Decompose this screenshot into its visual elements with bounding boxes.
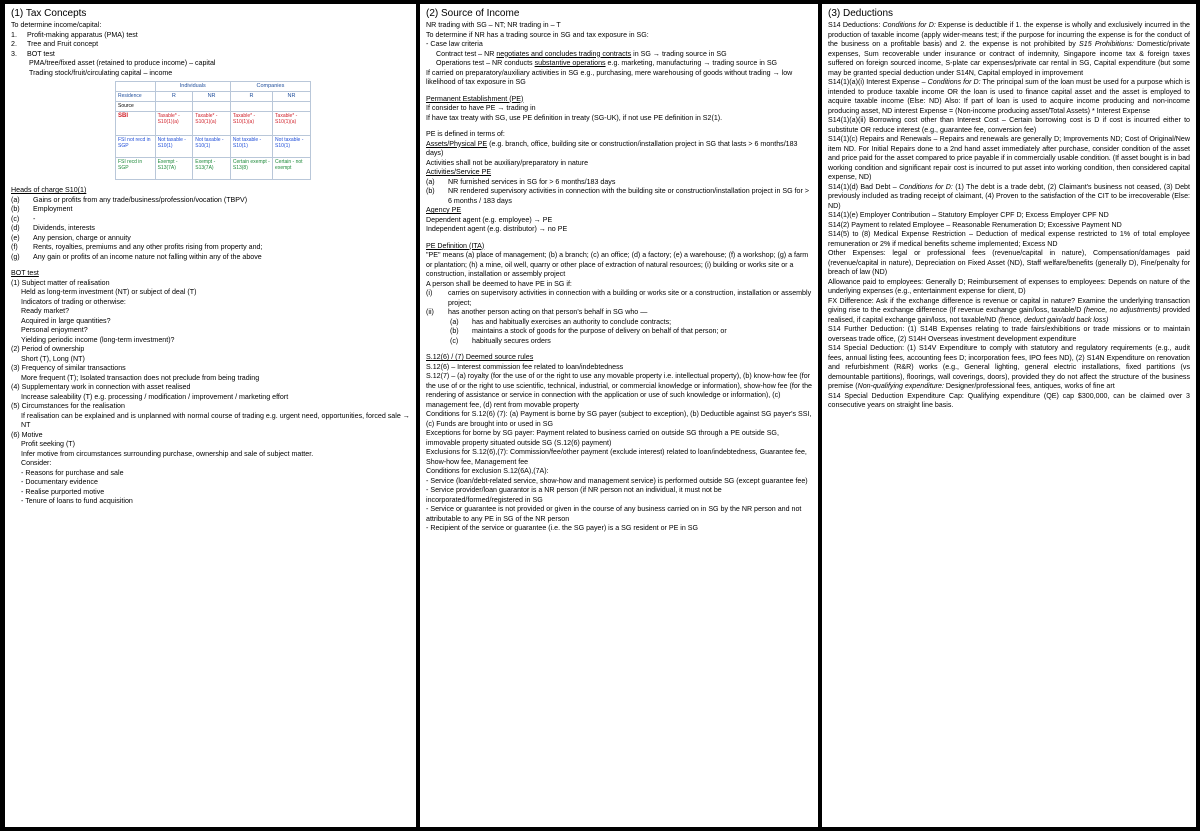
bot-item: (4) Supplementary work in connection with asset realised bbox=[11, 383, 191, 391]
paragraph: S.12(6) – Interest commission fee related to loan/indebtedness bbox=[426, 362, 624, 371]
bot-sub: Held as long-term investment (NT) or subject of deal (T) bbox=[21, 288, 197, 296]
list-item: 1. Profit-making apparatus (PMA) test bbox=[11, 30, 138, 39]
paragraph: PE is defined in terms of: bbox=[426, 130, 505, 138]
sub-text: PMA/tree/fixed asset (retained to produce income) – capital bbox=[29, 59, 216, 67]
paragraph: Operations test – NR conducts substantive operations e.g. marketing, manufacturing → trading source in SG bbox=[436, 59, 778, 67]
paragraph: If have tax treaty with SG, use PE definition in treaty (SG-UK), if not use PE definition in S2(1). bbox=[426, 113, 723, 122]
paragraph: S14(1)(e) Employer Contribution – Statutory Employer CPF D; Excess Employer CPF ND bbox=[828, 211, 1109, 219]
paragraph: - Case law criteria bbox=[426, 40, 483, 48]
bot-test-title: BOT test bbox=[11, 269, 39, 277]
table-cell: Exempt - S13(7A) bbox=[155, 158, 193, 180]
paragraph: Allowance paid to employees: Generally D; Reimbursement of expenses to employees: Depends on nature of the underlying expenses (e.g., entertainment expense for client, D) bbox=[828, 277, 1190, 295]
table-cell: Taxable* - S10(1)(a) bbox=[193, 112, 231, 136]
table-cell: Not taxable - S10(1) bbox=[273, 136, 311, 158]
paragraph: "PE" means (a) place of management; (b) a branch; (c) an office; (d) a factory; (e) a warehouse; (f) a workshop; (g) a farm or plantation; (h) a mine, oil well, quarry or other place of extraction of natural resources; (i) building or works site or a construction, installation or assembly project bbox=[426, 251, 809, 278]
paragraph: Exclusions for S.12(6),(7): Commission/fee/other payment (exclude interest) related to loan/indebtedness, Guarantee fee, Show-how fee, Management fee bbox=[426, 448, 807, 466]
paragraph: S14(1)(a)(ii) Borrowing cost other than Interest Cost – Certain borrowing cost is D if cost is incurred either to substitute OR reduce interest (e.g., guarantee fee, conversion fee) bbox=[828, 116, 1190, 134]
bot-sub: - Realise purported motive bbox=[21, 487, 105, 496]
bot-item: (1) Subject matter of realisation bbox=[11, 278, 110, 287]
list-item: (i) carries on supervisory activities in connection with a building or works site or a construction, installation or assembly project; bbox=[426, 289, 812, 307]
table-cell: Taxable* - S10(1)(a) bbox=[273, 112, 311, 136]
paragraph: S14 Special Deduction: (1) S14V Expenditure to comply with statutory and regulatory requirements (e.g., audit fees, annual listing fees, accounting fees D; incorporation fees, IPO fees ND), (2) S14N Expenditure on renovation and refurbishment (R&R) works (e.g., General lighting, general electric installations, fixed partitions (vs demountable partitions), floorings, wall coverings, doors), provided they do not affect the structure of the business premise (Non-qualifying expenditure: Designer/professional fees, antiques, works of fine art bbox=[828, 344, 1190, 390]
bot-sub: Short (T), Long (NT) bbox=[21, 354, 85, 363]
bot-sub: - Tenure of loans to fund acquisition bbox=[21, 497, 133, 505]
sub-text: Trading stock/fruit/circulating capital – income bbox=[29, 68, 173, 77]
section-title: (3) Deductions bbox=[828, 8, 894, 19]
residence-source-table: Individuals Companies Residence R NR R NR Source SBI Taxable* - S10(1)(a) Taxable* - S10(1)(a) Taxable* - S10(1)(a) Taxable* - S10(1)(a) FSI not recd in SGP Not taxable - S10(1) Not taxable - S10(1) Not taxable - S10(1) Not taxable - S10(1) FSI recd in SGP Exempt - S13(7A) Exempt - S13(7A) Certain exempt - S13(8) Certain - not exempt bbox=[115, 81, 311, 180]
bot-sub: More frequent (T); Isolated transaction does not preclude from being trading bbox=[21, 373, 260, 382]
table-cell: Exempt - S13(7A) bbox=[193, 158, 231, 180]
paragraph: Independent agent (e.g. distributor) → no PE bbox=[426, 225, 568, 233]
paragraph: - Service provider/loan guarantor is a NR person (if NR person not an individual, it must not be incorporated/formed/registered in SG bbox=[426, 486, 722, 504]
list-item: (ii) has another person acting on that person's behalf in SG who — bbox=[426, 308, 648, 316]
bot-sub: Yielding periodic income (long-term investment)? bbox=[21, 335, 175, 344]
table-row-label: FSI recd in SGP bbox=[116, 158, 156, 180]
deemed-source-title: S.12(6) / (7) Deemed source rules bbox=[426, 353, 534, 361]
paragraph: S14(1)(a)(i) Interest Expense – Conditions for D: The principal sum of the loan must be used for a purpose which is intended to produce taxable income OR the loan is used to finance capital asset and the asset is employed to acquire taxable income (Else: ND) Also: If part of loan is used to acquire income producing and non-income producing asset, ND interest Expense = (Non-income producing asset/Total Assets) * Interest Expense bbox=[828, 78, 1190, 115]
bot-sub: Profit seeking (T) bbox=[21, 440, 76, 448]
paragraph: S14(2) Payment to related Employee – Reasonable Renumeration D; Excessive Payment ND bbox=[828, 220, 1122, 229]
paragraph: - Recipient of the service or guarantee (i.e. the SG payer) is a SG resident or PE in SG bbox=[426, 524, 699, 532]
bot-sub: - Reasons for purchase and sale bbox=[21, 468, 124, 477]
bot-sub: Indicators of trading or otherwise: bbox=[21, 297, 126, 306]
list-item: (g) Any gain or profits of an income nature not falling within any of the above bbox=[11, 252, 262, 261]
paragraph: S14 Further Deduction: (1) S14B Expenses relating to trade fairs/exhibitions or trade missions or to maintain overseas trade office, (2) S14H Overseas investment development expenditure bbox=[828, 325, 1190, 343]
paragraph: FX Difference: Ask if the exchange difference is revenue or capital in nature? Examine the underlying transaction giving rise to the exchange difference (If revenue exchange gain/loss, taxable/D (hence, no adjustments) provided realised, if capital exchange gain/loss, not taxable/ND (hence, deduct gain/add back loss) bbox=[828, 296, 1190, 324]
column-source-of-income bbox=[420, 4, 818, 827]
bot-item: (3) Frequency of similar transactions bbox=[11, 364, 126, 372]
paragraph: Dependent agent (e.g. employee) → PE bbox=[426, 215, 553, 224]
table-cell: Taxable* - S10(1)(a) bbox=[230, 112, 272, 136]
paragraph: S14(1)(d) Bad Debt – Conditions for D: (1) The debt is a trade debt, (2) Claimant's business not ceased, (3) Debt previously included as trading receipt of claimant, (4) Proven to the satisfaction of the CIT to be irrecoverable (Else: ND) bbox=[828, 182, 1190, 210]
list-item: (a) Gains or profits from any trade/business/profession/vocation (TBPV) bbox=[11, 195, 248, 204]
table-cell: Not taxable - S10(1) bbox=[230, 136, 272, 158]
paragraph: Contract test – NR negotiates and concludes trading contracts in SG → trading source in SG bbox=[436, 49, 727, 58]
subheading: Activities/Service PE bbox=[426, 168, 492, 176]
bot-sub: If realisation can be explained and is unplanned with normal course of trading e.g. urgent need, opportunities, forced sale → NT bbox=[21, 411, 410, 429]
paragraph: NR trading with SG – NT; NR trading in – T bbox=[426, 21, 561, 29]
table-cell: Certain - not exempt bbox=[273, 158, 311, 180]
bot-sub: Consider: bbox=[21, 459, 52, 467]
paragraph: Conditions for exclusion S.12(6A),(7A): bbox=[426, 467, 549, 475]
bot-sub: Personal enjoyment? bbox=[21, 326, 88, 334]
table-header-individuals: Individuals bbox=[155, 82, 230, 92]
table-cell: Not taxable - S10(1) bbox=[193, 136, 231, 158]
list-item: (c) habitually secures orders bbox=[450, 336, 551, 345]
list-item: (b) Employment bbox=[11, 205, 73, 213]
table-header-residence: Residence bbox=[116, 92, 156, 102]
bot-sub: Increase saleability (T) e.g. processing / modification / improvement / marketing effort bbox=[21, 392, 289, 401]
pe-definition-title: PE Definition (ITA) bbox=[426, 241, 485, 250]
paragraph: S14 Deductions: Conditions for D: Expense is deductible if 1. the expense is wholly and exclusively incurred in the production of taxable income (apply wider-means test; if the purpose for incurring the expense is for the conduct of the business on a profitable basis) and 2. the expense is not prohibited by S15 Prohibitions: Domestic/private expenses, Sum recoverable under insurance or contract of indemnity, Singapore income tax & foreign taxes suffered on foreign sourced income, S-plate car expenses/private car rental in SG, Capital expenditure (but some may be granted special deduction under S14N, Capital employed in improvement bbox=[828, 21, 1190, 77]
bot-sub: Acquired in large quantities? bbox=[21, 316, 111, 325]
table-row-label: FSI not recd in SGP bbox=[116, 136, 156, 158]
column-deductions bbox=[822, 4, 1196, 827]
table-cell: Certain exempt - S13(8) bbox=[230, 158, 272, 180]
paragraph: S14(1)(c) Repairs and Renewals – Repairs and renewals are generally D; Improvements ND; Cost of Original/New item ND. For Initial Repairs done to a 2nd hand asset immediately after purchase, consider condition of the asset and price paid for the asset compared to price payable if in commercially usable condition. (If asset bought is in bad working condition and significant repair cost is incurred to put asset into working condition, then considered capital expense, ND) bbox=[828, 135, 1190, 181]
table-row-label: SBI bbox=[116, 112, 156, 136]
paragraph: Assets/Physical PE (e.g. branch, office, building site or construction/installation project in SG that lasts > 6 months/183 days) bbox=[426, 139, 798, 157]
list-item: (b) NR rendered supervisory activities in connection with the building site or construction/installation project in SG for > 6 months / 183 days bbox=[426, 187, 809, 205]
pe-title: Permanent Establishment (PE) bbox=[426, 94, 524, 103]
bot-sub: - Documentary evidence bbox=[21, 478, 98, 486]
paragraph: S.12(7) – (a) royalty (for the use of or the right to use any movable property i.e. intellectual property), (b) know-how fee (for the use of or the right to use scientific, technical, industrial, or commercial knowledge or information), show-how fee (for the rendering of assistance or service in connection with the application or use of such knowledge or information), (c) management fee, (d) rent from movable property bbox=[426, 372, 812, 409]
paragraph: To determine if NR has a trading source in SG and tax exposure in SG: bbox=[426, 30, 649, 39]
list-item: 2. Tree and Fruit concept bbox=[11, 40, 99, 48]
list-item: (d) Dividends, interests bbox=[11, 224, 95, 232]
intro-text: To determine income/capital: bbox=[11, 21, 102, 29]
paragraph: - Service or guarantee is not provided or given in the course of any business carried on in SG by the NR person and not attributable to any PE in SG of the NR person bbox=[426, 505, 802, 523]
list-item: 3. BOT test bbox=[11, 49, 55, 58]
bot-sub: Infer motive from circumstances surrounding purchase, ownership and sale of subject matter. bbox=[21, 449, 314, 458]
subheading: Agency PE bbox=[426, 206, 462, 214]
list-item: (b) maintains a stock of goods for the purpose of delivery on behalf of that person; or bbox=[450, 327, 727, 335]
list-item: (f) Rents, royalties, premiums and any other profits rising from property and; bbox=[11, 243, 263, 251]
bot-item: (6) Motive bbox=[11, 430, 43, 439]
paragraph: Conditions for S.12(6) (7): (a) Payment is borne by SG payer (subject to exception), (b) Deductible against SG payer's SSI, (c) Funds are brought into or used in SG bbox=[426, 410, 812, 428]
list-item: (a) NR furnished services in SG for > 6 months/183 days bbox=[426, 177, 616, 186]
bot-sub: Ready market? bbox=[21, 307, 70, 315]
table-header-source: Source bbox=[116, 102, 156, 112]
paragraph: - Service (loan/debt-related service, show-how and management service) is performed outside SG (except guarantee fee) bbox=[426, 476, 808, 485]
paragraph: If consider to have PE → trading in bbox=[426, 104, 536, 112]
paragraph: S14(5) to (8) Medical Expense Restriction – Deduction of medical expense restricted to 1% of total employee remuneration or 2% if medical benefits scheme implemented; Excess ND bbox=[828, 230, 1190, 248]
bot-item: (5) Circumstances for the realisation bbox=[11, 402, 125, 410]
column-tax-concepts bbox=[5, 4, 416, 827]
paragraph: Activities shall not be auxiliary/preparatory in nature bbox=[426, 158, 589, 167]
list-item: (a) has and habitually exercises an authority to conclude contracts; bbox=[450, 317, 672, 326]
paragraph: S14 Special Deduction Expenditure Cap: Qualifying expenditure (QE) cap $300,000, can be claimed over 3 consecutive years on straight line basis. bbox=[828, 391, 1190, 409]
heads-of-charge-title: Heads of charge S10(1) bbox=[11, 186, 87, 194]
paragraph: Exceptions for borne by SG payer: Payment related to business carried on outside SG through a PE outside SG, immovable property situated outside SG (S.12(6) payment) bbox=[426, 429, 779, 447]
paragraph: Other Expenses: legal or professional fees (revenue/capital in nature), Compensation/damages paid (revenue/capital in nature), Depreciation on Fixed Asset (ND), Staff welfare/benefits (generally D), Fine/penalty for breach of law (ND) bbox=[828, 249, 1190, 276]
table-cell: Taxable* - S10(1)(a) bbox=[155, 112, 193, 136]
list-item: (c) - bbox=[11, 214, 36, 223]
section-title: (1) Tax Concepts bbox=[11, 8, 87, 19]
list-item: (e) Any pension, charge or annuity bbox=[11, 233, 131, 242]
paragraph: A person shall be deemed to have PE in SG if: bbox=[426, 279, 572, 288]
section-title: (2) Source of Income bbox=[426, 8, 520, 19]
bot-item: (2) Period of ownership bbox=[11, 345, 85, 353]
paragraph: If carried on preparatory/auxiliary activities in SG e.g., purchasing, mere warehousing of goods without trading → low likelihood of tax exposure in SG bbox=[426, 68, 793, 86]
table-cell: Not taxable - S10(1) bbox=[155, 136, 193, 158]
table-header-companies: Companies bbox=[230, 82, 310, 92]
